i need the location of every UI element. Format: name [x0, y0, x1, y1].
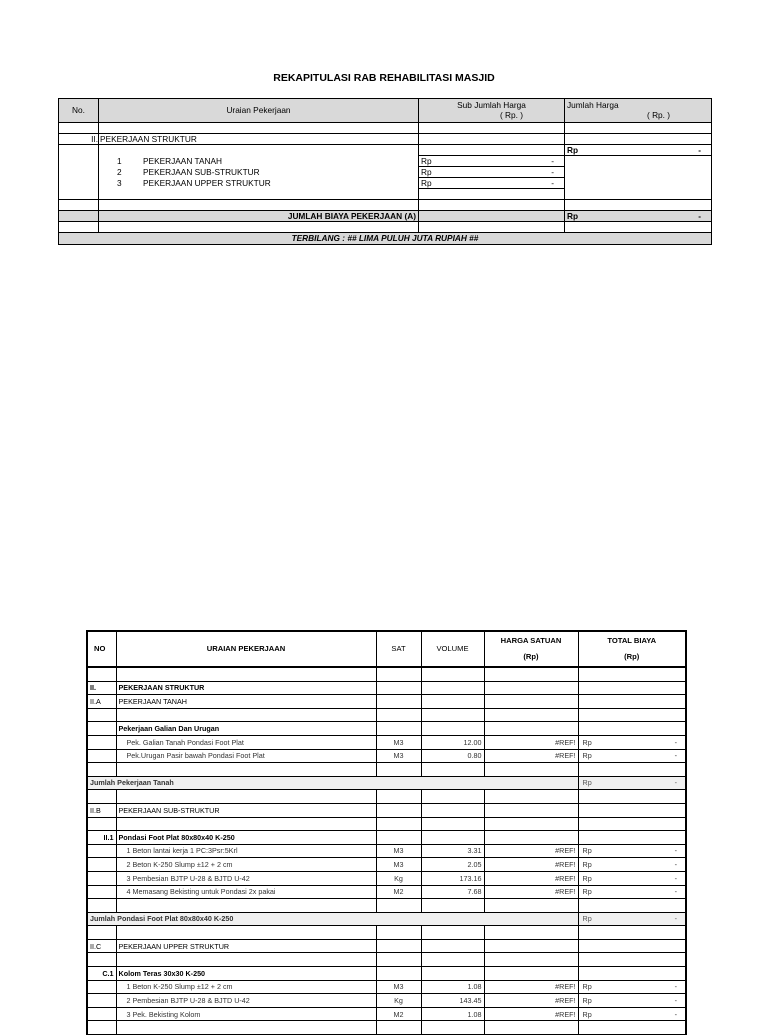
empty-cell — [87, 790, 116, 804]
empty-cell — [376, 967, 421, 981]
rab-blank-row — [87, 763, 686, 777]
item-harga: #REF! — [484, 980, 578, 994]
item-row-1 — [59, 156, 712, 167]
empty-cell — [376, 939, 421, 953]
empty-cell — [87, 667, 116, 681]
empty-cell — [376, 1021, 421, 1035]
subsection-label: PEKERJAAN TANAH — [116, 695, 376, 709]
rab-header-harga-label: HARGA SATUAN — [500, 636, 562, 645]
header-no: No. — [59, 99, 99, 123]
empty-cell — [421, 939, 484, 953]
item-label: 2 Pembesian BJTP U-28 & BJTD U-42 — [116, 994, 376, 1008]
item-volume: 12.00 — [421, 735, 484, 749]
rab-header-uraian: URAIAN PEKERJAAN — [116, 631, 376, 667]
item-sat: M3 — [376, 735, 421, 749]
item-volume: 173.16 — [421, 871, 484, 885]
item-no — [87, 844, 116, 858]
rab-blank-row — [87, 899, 686, 913]
blank-row — [59, 200, 712, 211]
empty-cell — [578, 831, 686, 845]
item-volume: 3.31 — [421, 844, 484, 858]
empty-cell — [578, 967, 686, 981]
section-total: Rp - — [565, 145, 712, 156]
item-no — [87, 749, 116, 763]
item-sat: M3 — [376, 858, 421, 872]
group-no: C.1 — [87, 967, 116, 981]
blank-row — [59, 222, 712, 233]
empty-cell — [376, 803, 421, 817]
rab-subsection-row — [87, 695, 686, 709]
empty-cell — [87, 926, 116, 940]
rab-item-row — [87, 749, 686, 763]
item-sat: M3 — [376, 844, 421, 858]
item-harga: #REF! — [484, 844, 578, 858]
rab-blank-row — [87, 667, 686, 681]
item-volume: 7.68 — [421, 885, 484, 899]
item-no — [87, 994, 116, 1008]
item-row-2 — [59, 167, 712, 178]
item-row-3 — [59, 178, 712, 189]
rekap-title: REKAPITULASI RAB REHABILITASI MASJID — [273, 72, 495, 84]
item-subtotal: Rp - — [419, 178, 565, 189]
item-harga: #REF! — [484, 858, 578, 872]
rab-section-row — [87, 681, 686, 695]
section-label: PEKERJAAN STRUKTUR — [99, 134, 419, 145]
empty-cell — [87, 708, 116, 722]
empty-cell — [116, 667, 376, 681]
empty-cell — [484, 790, 578, 804]
empty-cell — [578, 722, 686, 736]
item-sat: M3 — [376, 749, 421, 763]
empty-cell — [578, 763, 686, 777]
empty-cell — [116, 926, 376, 940]
empty-cell — [116, 1021, 376, 1035]
total-value: Rp - — [565, 211, 712, 222]
rab-item-row — [87, 871, 686, 885]
item-sat: M3 — [376, 980, 421, 994]
item-total: Rp - — [578, 735, 686, 749]
rab-blank-row — [87, 953, 686, 967]
item-harga: #REF! — [484, 885, 578, 899]
rab-table — [86, 630, 687, 1035]
item-total: Rp - — [578, 885, 686, 899]
rab-item-row — [87, 858, 686, 872]
rab-blank-row — [87, 708, 686, 722]
empty-cell — [421, 953, 484, 967]
rab-group-row — [87, 722, 686, 736]
empty-cell — [421, 722, 484, 736]
section-total-row — [59, 145, 712, 156]
empty-cell — [578, 681, 686, 695]
empty-cell — [484, 722, 578, 736]
empty-cell — [484, 967, 578, 981]
item-volume: 2.05 — [421, 858, 484, 872]
empty-cell — [578, 708, 686, 722]
item-total: Rp - — [578, 749, 686, 763]
rab-group-row — [87, 831, 686, 845]
item-harga: #REF! — [484, 749, 578, 763]
item-harga: #REF! — [484, 1007, 578, 1021]
item-label: 3 PEKERJAAN UPPER STRUKTUR — [99, 178, 419, 189]
empty-cell — [484, 681, 578, 695]
empty-cell — [376, 899, 421, 913]
empty-cell — [421, 967, 484, 981]
group-label: Pekerjaan Galian Dan Urugan — [116, 722, 376, 736]
empty-cell — [87, 953, 116, 967]
empty-cell — [87, 1021, 116, 1035]
item-harga: #REF! — [484, 735, 578, 749]
item-no — [87, 885, 116, 899]
rab-header-sat: SAT — [376, 631, 421, 667]
empty-cell — [116, 817, 376, 831]
terbilang-text: TERBILANG : ## LIMA PULUH JUTA RUPIAH ## — [59, 233, 712, 245]
item-total: Rp - — [578, 858, 686, 872]
item-label: 3 Pembesian BJTP U-28 & BJTD U-42 — [116, 871, 376, 885]
rab-header-total-label: TOTAL BIAYA — [607, 636, 657, 645]
total-label: JUMLAH BIAYA PEKERJAAN (A) — [99, 211, 419, 222]
empty-cell — [87, 817, 116, 831]
empty-cell — [421, 708, 484, 722]
empty-cell — [376, 953, 421, 967]
empty-cell — [484, 1021, 578, 1035]
rab-blank-row — [87, 790, 686, 804]
item-sat: Kg — [376, 871, 421, 885]
empty-cell — [484, 831, 578, 845]
total-row — [59, 211, 712, 222]
section-no: II. — [87, 681, 116, 695]
empty-cell — [376, 695, 421, 709]
subsection-no: II.B — [87, 803, 116, 817]
empty-cell — [484, 763, 578, 777]
subtotal-label: Jumlah Pondasi Foot Plat 80x80x40 K-250 — [87, 912, 578, 926]
empty-cell — [484, 667, 578, 681]
empty-cell — [578, 953, 686, 967]
header-jumlah — [565, 99, 712, 123]
section-label: PEKERJAAN STRUKTUR — [116, 681, 376, 695]
item-label: 1 Beton lantai kerja 1 PC:3Psr:5Krl — [116, 844, 376, 858]
empty-cell — [116, 790, 376, 804]
rab-item-row — [87, 1007, 686, 1021]
item-label: 1 Beton K-250 Slump ±12 + 2 cm — [116, 980, 376, 994]
rab-blank-row — [87, 817, 686, 831]
empty-cell — [421, 926, 484, 940]
item-no — [87, 735, 116, 749]
empty-cell — [578, 790, 686, 804]
item-harga: #REF! — [484, 871, 578, 885]
empty-cell — [421, 831, 484, 845]
item-volume: 1.08 — [421, 1007, 484, 1021]
group-label: Pondasi Foot Plat 80x80x40 K-250 — [116, 831, 376, 845]
empty-cell — [421, 817, 484, 831]
empty-cell — [376, 763, 421, 777]
item-label: Pek. Galian Tanah Pondasi Foot Plat — [116, 735, 376, 749]
empty-cell — [421, 899, 484, 913]
rab-header-total-unit: (Rp) — [624, 651, 640, 661]
header-sub-jumlah — [419, 99, 565, 123]
rab-header-volume: VOLUME — [421, 631, 484, 667]
empty-cell — [421, 763, 484, 777]
empty-cell — [376, 708, 421, 722]
section-row — [59, 134, 712, 145]
subsection-label: PEKERJAAN UPPER STRUKTUR — [116, 939, 376, 953]
empty-cell — [578, 695, 686, 709]
rab-subtotal-row — [87, 776, 686, 790]
rab-item-row — [87, 735, 686, 749]
empty-cell — [484, 953, 578, 967]
rab-item-row — [87, 885, 686, 899]
rab-blank-row — [87, 1021, 686, 1035]
empty-cell — [87, 763, 116, 777]
subtotal-total: Rp - — [578, 776, 686, 790]
item-no — [87, 1007, 116, 1021]
empty-cell — [376, 831, 421, 845]
blank-row — [59, 123, 712, 134]
header-sub-jumlah-label: Sub Jumlah Harga — [457, 99, 526, 110]
empty-cell — [484, 817, 578, 831]
empty-cell — [578, 817, 686, 831]
item-label: Pek.Urugan Pasir bawah Pondasi Foot Plat — [116, 749, 376, 763]
group-no — [87, 722, 116, 736]
rab-group-row — [87, 967, 686, 981]
item-no — [87, 858, 116, 872]
empty-cell — [484, 695, 578, 709]
item-subtotal: Rp - — [419, 156, 565, 167]
empty-cell — [578, 926, 686, 940]
rekap-table — [58, 98, 712, 245]
empty-cell — [87, 899, 116, 913]
rab-item-row — [87, 994, 686, 1008]
item-label: 2 PEKERJAAN SUB-STRUKTUR — [99, 167, 419, 178]
empty-cell — [421, 695, 484, 709]
rab-header-total — [578, 631, 686, 667]
item-label: 4 Memasang Bekisting untuk Pondasi 2x pakai — [116, 885, 376, 899]
item-sat: M2 — [376, 885, 421, 899]
item-sat: M2 — [376, 1007, 421, 1021]
item-volume: 0.80 — [421, 749, 484, 763]
empty-cell — [421, 790, 484, 804]
rab-item-row — [87, 844, 686, 858]
subsection-no: II.C — [87, 939, 116, 953]
item-label: 3 Pek. Bekisting Kolom — [116, 1007, 376, 1021]
subsection-no: II.A — [87, 695, 116, 709]
empty-cell — [421, 667, 484, 681]
rab-header-harga — [484, 631, 578, 667]
empty-cell — [116, 708, 376, 722]
blank-row — [59, 189, 712, 200]
terbilang-row — [59, 233, 712, 245]
rab-header-no: NO — [87, 631, 116, 667]
header-jumlah-unit: ( Rp. ) — [647, 109, 671, 120]
item-total: Rp - — [578, 994, 686, 1008]
empty-cell — [116, 953, 376, 967]
header-uraian: Uraian Pekerjaan — [99, 99, 419, 123]
rekap-header-row — [59, 99, 712, 123]
group-label: Kolom Teras 30x30 K-250 — [116, 967, 376, 981]
rab-header-row — [87, 631, 686, 667]
item-harga: #REF! — [484, 994, 578, 1008]
empty-cell — [484, 926, 578, 940]
empty-cell — [578, 667, 686, 681]
item-total: Rp - — [578, 980, 686, 994]
subtotal-total: Rp - — [578, 912, 686, 926]
item-no — [87, 871, 116, 885]
empty-cell — [421, 1021, 484, 1035]
item-no — [87, 980, 116, 994]
empty-cell — [484, 708, 578, 722]
item-sat: Kg — [376, 994, 421, 1008]
item-total: Rp - — [578, 871, 686, 885]
empty-cell — [421, 681, 484, 695]
empty-cell — [484, 899, 578, 913]
subsection-label: PEKERJAAN SUB-STRUKTUR — [116, 803, 376, 817]
rab-header-harga-unit: (Rp) — [523, 651, 539, 661]
empty-cell — [578, 1021, 686, 1035]
section-no: II. — [59, 134, 99, 145]
group-no: II.1 — [87, 831, 116, 845]
header-jumlah-label: Jumlah Harga — [567, 99, 619, 110]
empty-cell — [578, 939, 686, 953]
empty-cell — [376, 817, 421, 831]
empty-cell — [376, 667, 421, 681]
subtotal-label: Jumlah Pekerjaan Tanah — [87, 776, 578, 790]
item-volume: 143.45 — [421, 994, 484, 1008]
empty-cell — [578, 899, 686, 913]
empty-cell — [376, 681, 421, 695]
rab-subtotal-row — [87, 912, 686, 926]
empty-cell — [578, 803, 686, 817]
header-sub-jumlah-unit: ( Rp. ) — [499, 109, 524, 120]
rab-blank-row — [87, 926, 686, 940]
item-label: 2 Beton K-250 Slump ±12 + 2 cm — [116, 858, 376, 872]
empty-cell — [376, 926, 421, 940]
empty-cell — [484, 803, 578, 817]
rab-subsection-row — [87, 803, 686, 817]
item-total: Rp - — [578, 844, 686, 858]
item-volume: 1.08 — [421, 980, 484, 994]
item-subtotal: Rp - — [419, 167, 565, 178]
rab-item-row — [87, 980, 686, 994]
item-total: Rp - — [578, 1007, 686, 1021]
empty-cell — [376, 790, 421, 804]
empty-cell — [484, 939, 578, 953]
item-label: 1 PEKERJAAN TANAH — [99, 156, 419, 167]
empty-cell — [116, 763, 376, 777]
rab-subsection-row — [87, 939, 686, 953]
empty-cell — [376, 722, 421, 736]
empty-cell — [116, 899, 376, 913]
empty-cell — [421, 803, 484, 817]
